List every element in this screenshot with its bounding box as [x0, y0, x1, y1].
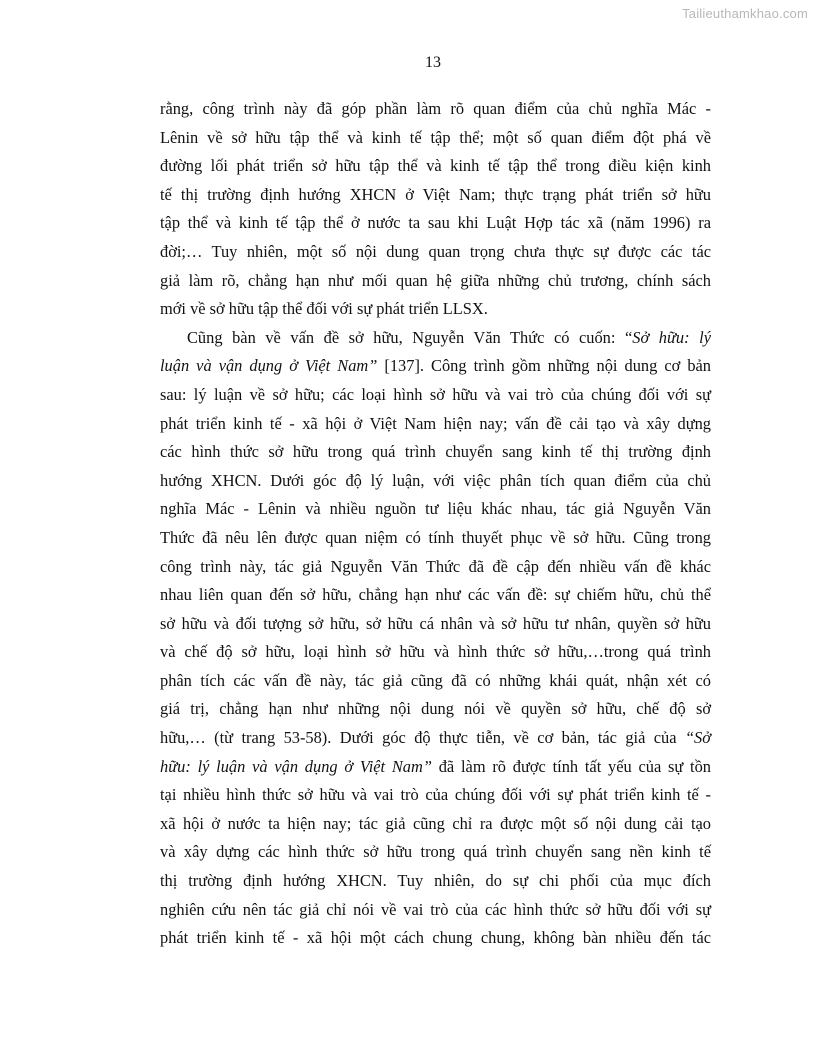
- italic-text-segment: “Sở: [684, 728, 711, 748]
- text-line: [160, 667, 711, 696]
- text-segment: nghiên cứu nên tác giả chỉ nói về vai trò của các hình thức sở hữu đối với sự: [160, 899, 711, 919]
- text-line: [160, 581, 711, 610]
- text-segment: công trình này, tác giả Nguyễn Văn Thức đã đề cập đến nhiều vấn đề khác: [160, 556, 711, 576]
- text-segment: nghĩa Mác - Lênin và nhiều nguồn tư liệu khác nhau, tác giả Nguyễn Văn: [160, 499, 711, 519]
- text-segment: Lênin về sở hữu tập thể và kinh tế tập thể; một số quan điểm đột phá về: [160, 127, 711, 147]
- text-segment: đường lối phát triển sở hữu tập thể và kinh tế tập thể trong điều kiện kinh: [160, 156, 711, 176]
- text-segment: hữu,… (từ trang 53-58). Dưới góc độ thực tiễn, về cơ bản, tác giả của: [160, 728, 685, 748]
- text-segment: rằng, công trình này đã góp phần làm rõ quan điểm của chủ nghĩa Mác -: [160, 99, 711, 118]
- text-segment: và chế độ sở hữu, loại hình sở hữu và hình thức sở hữu,…trong quá trình: [160, 642, 711, 662]
- text-line: [160, 381, 711, 410]
- text-line: [160, 810, 711, 839]
- body-text: [160, 95, 711, 953]
- text-segment: thị trường định hướng XHCN. Tuy nhiên, do sự chi phối của mục đích: [160, 871, 711, 891]
- text-line: [160, 152, 711, 181]
- text-segment: phát triển kinh tế - xã hội một cách chung chung, không bàn nhiều đến tác: [160, 928, 711, 948]
- text-line: [160, 638, 711, 667]
- text-line: [160, 753, 711, 782]
- text-segment: phân tích các vấn đề này, tác giả cũng đã có những khái quát, nhận xét có: [160, 670, 711, 690]
- text-line: [160, 410, 711, 439]
- text-line: [160, 352, 711, 381]
- text-line: [160, 438, 711, 467]
- watermark-text: Tailieuthamkhao.com: [682, 6, 808, 21]
- text-line: [160, 695, 711, 724]
- italic-text-segment: hữu: lý luận và vận dụng ở Việt Nam”: [160, 756, 432, 776]
- text-segment: mới về sở hữu tập thể đối với sự phát triển LLSX.: [160, 299, 488, 319]
- text-line: [160, 124, 711, 153]
- text-line: [160, 924, 711, 953]
- text-line: [160, 610, 711, 639]
- text-line: [160, 524, 711, 553]
- text-line: [160, 781, 711, 810]
- text-segment: tế thị trường định hướng XHCN ở Việt Nam; thực trạng phát triển sở hữu: [160, 184, 711, 204]
- text-segment: giả làm rõ, chẳng hạn như mối quan hệ giữa những chủ trương, chính sách: [160, 270, 711, 290]
- text-segment: [137]. Công trình gồm những nội dung cơ bản: [377, 356, 712, 376]
- text-line: [160, 838, 711, 867]
- text-line: [160, 467, 711, 496]
- text-line: [160, 295, 711, 324]
- text-segment: sở hữu và đối tượng sở hữu, sở hữu cá nhân và sở hữu tư nhân, quyền sở hữu: [160, 613, 711, 633]
- text-segment: đã làm rõ được tính tất yếu của sự tồn: [431, 756, 712, 776]
- text-line: [160, 724, 711, 753]
- text-segment: và xây dựng các hình thức sở hữu trong quá trình chuyển sang nền kinh tế: [160, 842, 711, 862]
- text-segment: giá trị, chẳng hạn như những nội dung nói về quyền sở hữu, chế độ sở: [160, 699, 711, 719]
- text-segment: tại nhiều hình thức sở hữu và vai trò của chúng đối với sự phát triển kinh tế -: [160, 785, 711, 805]
- text-line: [160, 553, 711, 582]
- text-line: [160, 181, 711, 210]
- text-segment: đời;… Tuy nhiên, một số nội dung quan trọng chưa thực sự được các tác: [160, 241, 711, 261]
- italic-text-segment: luận và vận dụng ở Việt Nam”: [160, 356, 378, 376]
- text-segment: các hình thức sở hữu trong quá trình chuyển sang kinh tế thị trường định: [160, 442, 711, 462]
- italic-text-segment: Sở hữu: lý: [632, 327, 711, 347]
- text-segment: hướng XHCN. Dưới góc độ lý luận, với việc phân tích quan điểm của chủ: [160, 470, 711, 490]
- text-line: [160, 238, 711, 267]
- text-segment: nhau liên quan đến sở hữu, chẳng hạn như các vấn đề: sự chiếm hữu, chủ thể: [160, 585, 711, 605]
- text-line: [160, 95, 711, 124]
- text-segment: phát triển kinh tế - xã hội ở Việt Nam hiện nay; vấn đề cải tạo và xây dựng: [160, 413, 711, 433]
- text-line: [160, 896, 711, 925]
- text-segment: Thức đã nêu lên được quan niệm có tính thuyết phục về sở hữu. Cũng trong: [160, 527, 711, 547]
- page-number: 13: [425, 54, 441, 71]
- text-segment: sau: lý luận về sở hữu; các loại hình sở hữu và vai trò của chúng đối với sự: [160, 384, 711, 404]
- text-line: [160, 867, 711, 896]
- text-segment: xã hội ở nước ta hiện nay; tác giả cũng chỉ ra được một số nội dung cải tạo: [160, 813, 711, 833]
- text-line: [160, 267, 711, 296]
- text-line: [160, 495, 711, 524]
- text-segment: tập thể và kinh tế tập thể ở nước ta sau khi Luật Hợp tác xã (năm 1996) ra: [160, 213, 711, 233]
- text-line: [160, 209, 711, 238]
- text-line: [160, 324, 711, 353]
- text-segment: Cũng bàn về vấn đề sở hữu, Nguyễn Văn Thức có cuốn: “: [187, 327, 633, 347]
